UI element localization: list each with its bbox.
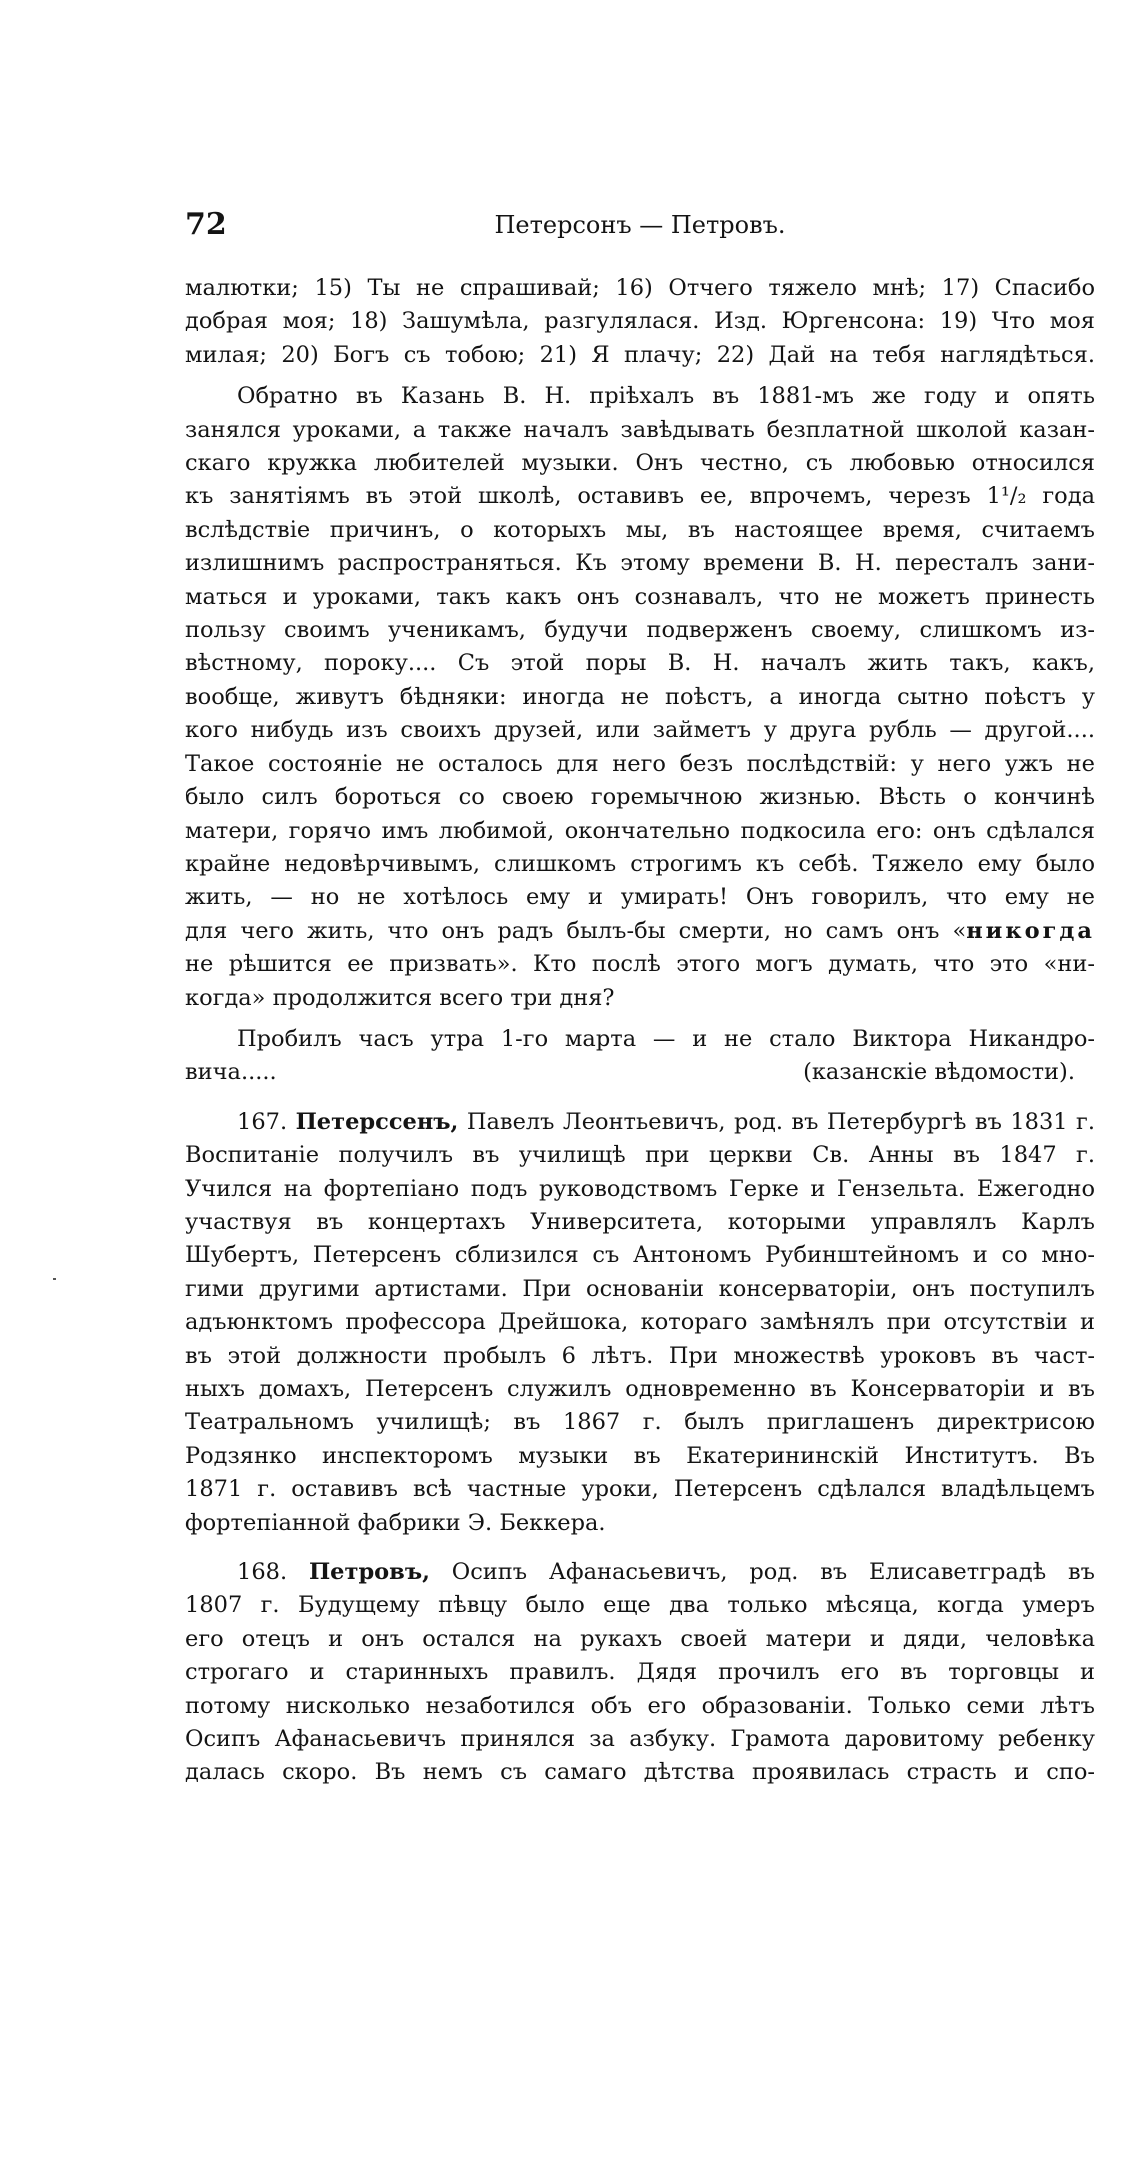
text-line: Обратно въ Казань В. Н. пріѣхалъ въ 1881-мъ же году и опять: [237, 383, 1095, 410]
text-line: добрая моя; 18) Зашумѣла, разгулялася. Изд. Юргенсона: 19) Что моя: [185, 308, 1095, 335]
entry-number: 167.: [237, 1108, 288, 1135]
margin-mark: [53, 1278, 56, 1280]
text-line: вообще, живутъ бѣдняки: иногда не поѣстъ, а иногда сытно поѣстъ у: [185, 683, 1095, 710]
text-line: занялся уроками, а также началъ завѣдывать безплатной школой казан-: [185, 416, 1095, 443]
text-line: адъюнктомъ профессора Дрейшока, котораго замѣнялъ при отсутствіи и: [185, 1309, 1095, 1336]
body-text: [185, 272, 1095, 1790]
entry-168: [185, 1556, 1095, 1790]
text-line: маться и уроками, такъ какъ онъ сознавалъ, что не можетъ принесть: [185, 583, 1095, 610]
text-line: пользу своимъ ученикамъ, будучи подверженъ своему, слишкомъ из-: [185, 617, 1095, 644]
text-line: участвуя въ концертахъ Университета, которыми управлялъ Карлъ: [185, 1208, 1095, 1235]
text-line: [185, 915, 1095, 948]
text-line: Воспитаніе получилъ въ училищѣ при церкви Св. Анны въ 1847 г.: [185, 1142, 1095, 1169]
text-segment: для чего жить, что онъ радъ былъ-бы смерти, но самъ онъ «: [185, 917, 967, 944]
text-line: милая; 20) Богъ съ тобою; 21) Я плачу; 22) Дай на тебя наглядѣться.: [185, 341, 1095, 368]
text-line: его отецъ и онъ остался на рукахъ своей матери и дяди, человѣка: [185, 1625, 1095, 1652]
text-line: Такое состояніе не осталось для него безъ послѣдствій: у него ужъ не: [185, 750, 1095, 777]
text-line: было силъ бороться со своею горемычною жизнью. Вѣсть о кончинѣ: [185, 784, 1095, 811]
entry-heading-line: [185, 1106, 1095, 1139]
entry-name: Петерссенъ,: [295, 1108, 459, 1135]
text-line: потому нисколько незаботился объ его образованіи. Только семи лѣтъ: [185, 1692, 1095, 1719]
page-number: 72: [185, 207, 227, 242]
text-line: скаго кружка любителей музыки. Онъ честно, съ любовью относился: [185, 450, 1095, 477]
text-line: Учился на фортепіано подъ руководствомъ Герке и Гензельта. Ежегодно: [185, 1175, 1095, 1202]
text-line: фортепіанной фабрики Э. Беккера.: [185, 1509, 606, 1536]
text-line: 1807 г. Будущему пѣвцу было еще два только мѣсяца, когда умеръ: [185, 1592, 1095, 1619]
text-segment: вича.....: [185, 1059, 277, 1086]
text-line: матери, горячо имъ любимой, окончательно подкосила его: онъ сдѣлался: [185, 817, 1095, 844]
page-header: [185, 205, 1095, 245]
entry-167: [185, 1106, 1095, 1540]
entry-number: 168.: [237, 1559, 288, 1586]
text-line: Родзянко инспекторомъ музыки въ Екатерининскій Институтъ. Въ: [185, 1442, 1095, 1469]
text-line: строгаго и старинныхъ правилъ. Дядя прочилъ его въ торговцы и: [185, 1659, 1095, 1686]
entry-heading-line: [185, 1556, 1095, 1589]
text-line: въ этой должности пробылъ 6 лѣтъ. При множествѣ уроковъ въ част-: [185, 1342, 1095, 1369]
text-segment: Осипъ Афанасьевичъ, род. въ Елисаветградѣ въ: [451, 1559, 1095, 1586]
text-segment: Павелъ Леонтьевичъ, род. въ Петербургѣ въ 1831 г.: [466, 1108, 1095, 1135]
text-line: Шубертъ, Петерсенъ сблизился съ Антономъ Рубинштейномъ и со мно-: [185, 1242, 1095, 1269]
text-line: вѣстному, пороку.... Съ этой поры В. Н. началъ жить такъ, какъ,: [185, 650, 1095, 677]
paragraph-song-list: [185, 272, 1095, 372]
text-line: къ занятіямъ въ этой школѣ, оставивъ ее, впрочемъ, черезъ 1¹/₂ года: [185, 483, 1095, 510]
running-title: Петерсонъ — Петровъ.: [494, 211, 786, 239]
text-line: излишнимъ распространяться. Къ этому времени В. Н. пересталъ зани-: [185, 550, 1095, 577]
text-line: когда» продолжится всего три дня?: [185, 984, 615, 1011]
text-line: кого нибудь изъ своихъ друзей, или займетъ у друга рубль — другой....: [185, 717, 1095, 744]
text-line: 1871 г. оставивъ всѣ частные уроки, Петерсенъ сдѣлался владѣльцемъ: [185, 1476, 1095, 1503]
text-line: далась скоро. Въ немъ съ самаго дѣтства проявилась страсть и спо-: [185, 1759, 1095, 1786]
text-line: Пробилъ часъ утра 1-го марта — и не стало Виктора Никандро-: [237, 1025, 1095, 1052]
text-line: Осипъ Афанасьевичъ принялся за азбуку. Грамота даровитому ребенку: [185, 1726, 1095, 1753]
text-line: ныхъ домахъ, Петерсенъ служилъ одновременно въ Консерваторіи и въ: [185, 1376, 1095, 1402]
text-line: не рѣшится ее призвать». Кто послѣ этого могъ думать, что это «ни-: [185, 951, 1095, 978]
entry-name: Петровъ,: [308, 1559, 430, 1586]
text-line: жить, — но не хотѣлось ему и умирать! Онъ говорилъ, что ему не: [185, 884, 1095, 911]
text-line: малютки; 15) Ты не спрашивай; 16) Отчего тяжело мнѣ; 17) Спасибо: [185, 275, 1095, 301]
text-line: крайне недовѣрчивымъ, слишкомъ строгимъ къ себѣ. Тяжело ему было: [185, 850, 1095, 877]
text-line: Театральномъ училищѣ; въ 1867 г. былъ приглашенъ директрисою: [185, 1409, 1095, 1436]
text-line: [185, 1056, 1095, 1089]
text-line: вслѣдствіе причинъ, о которыхъ мы, въ настоящее время, считаемъ: [185, 516, 1095, 543]
spaced-emphasis: никогда: [966, 917, 1095, 944]
source-citation: (казанскіе вѣдомости).: [803, 1059, 1075, 1086]
paragraph-death: [185, 1023, 1095, 1090]
text-line: гими другими артистами. При основаніи консерваторіи, онъ поступилъ: [185, 1275, 1095, 1302]
paragraph-kazan: [185, 380, 1095, 1015]
